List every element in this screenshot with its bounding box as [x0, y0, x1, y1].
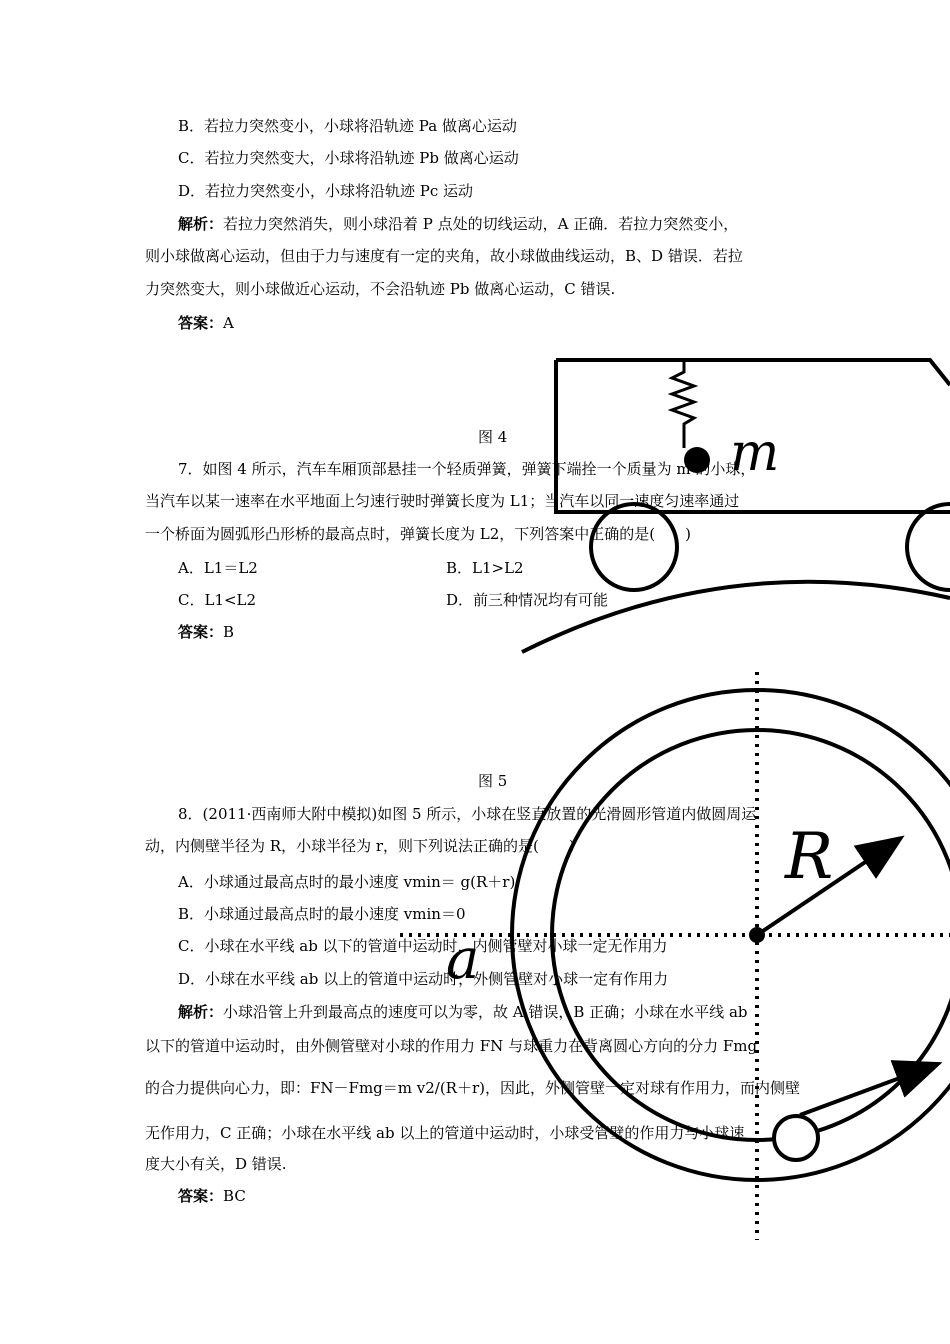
figure-5-caption: 图 5: [478, 772, 508, 790]
q8-answer: [178, 1186, 246, 1206]
answer-label: 答案：: [178, 1187, 224, 1205]
q6-analysis-line-3: 力突然变大，则小球做近心运动，不会沿轨迹 Pb 做离心运动，C 错误.: [145, 280, 616, 298]
q8-option-a: A．小球通过最高点时的最小速度 vmin＝ g(R＋r): [178, 873, 516, 891]
q8-option-b: B．小球通过最高点时的最小速度 vmin＝0: [178, 905, 466, 923]
q7-stem-line-1: 7．如图 4 所示，汽车车厢顶部悬挂一个轻质弹簧，弹簧下端拴一个质量为 m 的小球，: [178, 460, 756, 478]
analysis-text: 小球沿管上升到最高点的速度可以为零，故 A 错误，B 正确；小球在水平线 ab: [223, 1003, 748, 1021]
q8-analysis-line-1: [178, 1002, 748, 1022]
q6-analysis-line-2: 则小球做离心运动，但由于力与速度有一定的夹角，故小球做曲线运动，B、D 错误．若拉: [145, 247, 743, 265]
q6-option-b: B．若拉力突然变小，小球将沿轨迹 Pa 做离心运动: [178, 117, 517, 135]
analysis-label: 解析：: [178, 215, 224, 233]
mass-label: m: [730, 423, 780, 483]
answer-label: 答案：: [178, 623, 224, 641]
q8-option-d: D．小球在水平线 ab 以上的管道中运动时，外侧管壁对小球一定有作用力: [178, 970, 669, 988]
analysis-label: 解析：: [178, 1003, 224, 1021]
q8-analysis-line-2: 以下的管道中运动时，由外侧管壁对小球的作用力 FN 与球重力在背离圆心方向的分力 Fmg: [145, 1037, 758, 1055]
q6-option-d: D．若拉力突然变小，小球将沿轨迹 Pc 运动: [178, 182, 474, 200]
figure-4-caption: 图 4: [478, 428, 508, 446]
radius-label: R: [785, 820, 834, 894]
q8-stem-line-2: 动，内侧壁半径为 R，小球半径为 r，则下列说法正确的是( ): [145, 837, 575, 855]
small-ball: [774, 1116, 818, 1160]
q8-analysis-line-5: 度大小有关，D 错误.: [145, 1155, 287, 1173]
q7-option-a: A．L1＝L2: [178, 559, 258, 577]
q7-option-d: D．前三种情况均有可能: [446, 591, 609, 609]
q8-option-c: C．小球在水平线 ab 以下的管道中运动时，内侧管壁对小球一定无作用力: [178, 937, 668, 955]
answer-label: 答案：: [178, 314, 224, 332]
answer-value: B: [223, 623, 235, 641]
q7-option-b: B．L1>L2: [446, 559, 524, 577]
q7-stem-line-2: 当汽车以某一速率在水平地面上匀速行驶时弹簧长度为 L1；当汽车以同一速度匀速率通过: [145, 492, 740, 510]
analysis-text: 若拉力突然消失，则小球沿着 P 点处的切线运动，A 正确．若拉力突然变小，: [223, 215, 739, 233]
q7-stem-line-3: 一个桥面为圆弧形凸形桥的最高点时，弹簧长度为 L2，下列答案中正确的是( ): [145, 525, 691, 543]
q6-option-c: C．若拉力突然变大，小球将沿轨迹 Pb 做离心运动: [178, 149, 519, 167]
answer-value: A: [223, 314, 234, 332]
point-a-label: a: [446, 927, 480, 992]
outer-wall: [512, 690, 950, 1180]
answer-value: BC: [223, 1187, 246, 1205]
q7-option-c: C．L1<L2: [178, 591, 257, 609]
q8-analysis-line-4: 无作用力，C 正确；小球在水平线 ab 以上的管道中运动时，小球受管壁的作用力与小球速: [145, 1124, 745, 1142]
q8-analysis-line-3: 的合力提供向心力，即：FN－Fmg＝m v2/(R＋r)，因此，外侧管壁一定对球有作用力，而内侧壁: [145, 1079, 801, 1097]
q8-stem-line-1: 8．(2011·西南师大附中模拟)如图 5 所示，小球在竖直放置的光滑圆形管道内做圆周运: [178, 805, 757, 823]
